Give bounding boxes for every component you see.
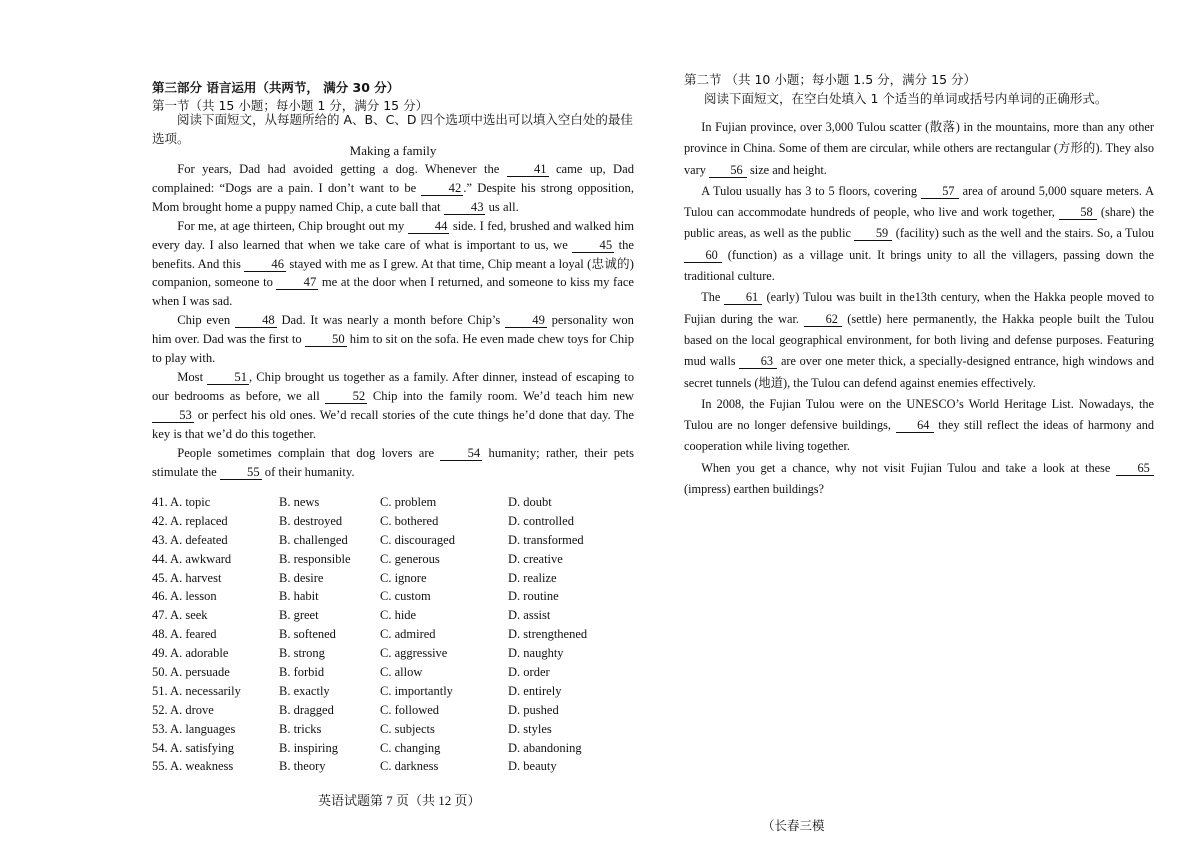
blank-63[interactable]: 63	[739, 355, 777, 369]
option-choice[interactable]: 47. A. seek	[152, 608, 208, 623]
option-choice[interactable]: 48. A. feared	[152, 627, 217, 642]
option-choice[interactable]: D. entirely	[508, 683, 562, 698]
passage-text: personality won him over. Dad was the first to	[152, 313, 634, 347]
page-footer: 英语试题第 7 页（共 12 页）	[318, 793, 481, 808]
option-choice[interactable]: D. naughty	[508, 646, 564, 661]
passage-text: Chip into the family room. We’d teach him new	[367, 388, 635, 403]
blank-64[interactable]: 64	[896, 419, 934, 433]
passage-title: Making a family	[349, 143, 437, 158]
option-choice[interactable]: 42. A. replaced	[152, 513, 228, 528]
passage-text: area of around 5,000 square meters. A Tulou can accommodate hundreds of people, who live and work together,	[684, 183, 1154, 220]
passage-text: Dad. It was nearly a month before Chip’s	[276, 313, 506, 328]
passage-text: (facility) such as the well and the stairs. So, a Tulou	[892, 226, 1154, 241]
passage-text: (impress) earthen buildings?	[684, 482, 825, 497]
option-choice[interactable]: 51. A. necessarily	[152, 683, 241, 698]
option-choice[interactable]: D. strengthened	[508, 627, 588, 642]
passage-text: In Fujian province, over 3,000 Tulou scatter (散落) in the mountains, more than any other province in China. Some of them are circular, while others are rectangular (方形的). They also vary	[684, 120, 1154, 177]
blank-56[interactable]: 56	[709, 164, 747, 178]
option-choice[interactable]: 45. A. harvest	[152, 570, 222, 585]
option-choice[interactable]: C. changing	[380, 740, 441, 755]
blank-49[interactable]: 49	[505, 314, 547, 328]
option-choice[interactable]: 50. A. persuade	[152, 665, 230, 680]
cloze-passage	[152, 160, 634, 481]
blank-48[interactable]: 48	[235, 314, 277, 328]
passage-text: .” Despite his strong opposition, Mom brought home a puppy named Chip, a cute ball that	[152, 180, 635, 214]
instruction-1: 阅读下面短文，从每题所给的 A、B、C、D 四个选项中选出可以填入空白处的最佳选项。	[152, 112, 633, 146]
passage-text: For years, Dad had avoided getting a dog. Whenever the	[177, 162, 507, 176]
blank-45[interactable]: 45	[572, 239, 614, 253]
passage-text: The	[701, 290, 725, 305]
blank-62[interactable]: 62	[804, 313, 842, 327]
option-choice[interactable]: D. abandoning	[508, 740, 582, 755]
left-paragraph	[152, 160, 634, 217]
blank-41[interactable]: 41	[507, 163, 549, 177]
blank-44[interactable]: 44	[408, 220, 450, 234]
passage-text: size and height.	[746, 162, 827, 177]
option-choice[interactable]: C. importantly	[380, 683, 453, 698]
passage-text: humanity; rather, their pets stimulate the	[152, 445, 634, 479]
left-paragraph	[152, 217, 634, 312]
option-choice[interactable]: B. challenged	[279, 532, 348, 547]
option-choice[interactable]: C. bothered	[380, 513, 439, 528]
option-choice[interactable]: C. followed	[380, 702, 440, 717]
blank-57[interactable]: 57	[921, 185, 959, 199]
option-choice[interactable]: C. subjects	[380, 721, 435, 736]
blank-65[interactable]: 65	[1116, 462, 1154, 476]
passage-text: side. I fed, brushed and walked him every day. I also learned that when we take care of what is important to us, we	[152, 218, 634, 252]
option-choice[interactable]: C. allow	[380, 665, 423, 680]
option-choice[interactable]: B. exactly	[279, 683, 330, 698]
option-choice[interactable]: B. tricks	[279, 721, 322, 736]
option-choice[interactable]: 52. A. drove	[152, 702, 214, 717]
option-choice[interactable]: D. styles	[508, 721, 552, 736]
option-choice[interactable]: B. news	[279, 495, 320, 509]
option-choice[interactable]: C. aggressive	[380, 646, 448, 661]
right-paragraph	[684, 394, 1154, 458]
blank-47[interactable]: 47	[276, 276, 318, 290]
passage-text: (share) the public areas, as well as the public	[684, 205, 1154, 241]
blank-43[interactable]: 43	[444, 201, 486, 215]
passage-text: me at the door when I returned, and someone to kiss my face when I was sad.	[152, 275, 634, 309]
blank-42[interactable]: 42	[421, 182, 463, 196]
option-choice[interactable]: B. greet	[279, 608, 319, 623]
option-choice[interactable]: D. order	[508, 665, 550, 680]
passage-text: (settle) here permanently, the Hakka people built the Tulou based on the local geographical environment, for both living and defense purposes. Featuring mud walls	[684, 311, 1154, 369]
option-choice[interactable]: C. problem	[380, 495, 437, 509]
option-choice[interactable]: 54. A. satisfying	[152, 740, 234, 755]
passage-text: , Chip brought us together as a family. After dinner, instead of escaping to our bedrooms as before, we all	[152, 369, 634, 403]
option-choice[interactable]: C. generous	[380, 551, 440, 566]
blank-50[interactable]: 50	[305, 333, 347, 347]
option-choice[interactable]: B. desire	[279, 570, 324, 585]
right-paragraph	[684, 458, 1154, 501]
blank-59[interactable]: 59	[854, 227, 892, 241]
option-choice[interactable]: C. hide	[380, 608, 417, 623]
passage-text: A Tulou usually has 3 to 5 floors, covering	[701, 183, 921, 198]
passage-text: In 2008, the Fujian Tulou were on the UNESCO’s World Heritage List. Nowadays, the Tulou are no longer defensive buildings,	[684, 396, 1154, 433]
section-title: 第三部分 语言运用（共两节， 满分 30 分）	[152, 80, 400, 95]
passage-text: For me, at age thirteen, Chip brought out my	[177, 218, 408, 233]
right-paragraph	[684, 287, 1154, 393]
option-choice[interactable]: D. routine	[508, 589, 559, 604]
option-choice[interactable]: 55. A. weakness	[152, 759, 234, 774]
option-choice[interactable]: B. forbid	[279, 665, 325, 680]
instruction-2: 阅读下面短文，在空白处填入 1 个适当的单词或括号内单词的正确形式。	[704, 91, 1108, 106]
option-choice[interactable]: B. inspiring	[279, 740, 339, 755]
passage-text: the benefits. And this	[152, 237, 634, 271]
option-choice[interactable]: 44. A. awkward	[152, 551, 232, 566]
passage-text: When you get a chance, why not visit Fujian Tulou and take a look at these	[701, 460, 1116, 475]
left-paragraph	[152, 311, 634, 368]
option-choice[interactable]: 41. A. topic	[152, 495, 211, 509]
option-choice[interactable]: C. custom	[380, 589, 431, 604]
option-choice[interactable]: C. admired	[380, 627, 436, 642]
passage-text: (function) as a village unit. It brings unity to all the villagers, passing down the traditional culture.	[684, 247, 1154, 284]
blank-58[interactable]: 58	[1059, 206, 1097, 220]
option-choice[interactable]: C. ignore	[380, 570, 427, 585]
option-choice[interactable]: B. theory	[279, 759, 326, 774]
passage-text: us all.	[485, 199, 519, 214]
option-choice[interactable]: 46. A. lesson	[152, 589, 217, 604]
option-choice[interactable]: D. controlled	[508, 513, 574, 528]
option-choice[interactable]: C. discouraged	[380, 532, 455, 547]
option-choice[interactable]: B. destroyed	[279, 513, 343, 528]
blank-53[interactable]: 53	[152, 409, 194, 423]
blank-54[interactable]: 54	[440, 447, 482, 461]
subsection-title-2: 第二节 （共 10 小题；每小题 1.5 分，满分 15 分）	[684, 72, 977, 87]
option-choice[interactable]: D. transformed	[508, 532, 584, 547]
passage-text: are over one meter thick, a specially-designed entrance, high windows and secret tunnels (地道), the Tulou can defend against enemies effectively.	[684, 354, 1154, 390]
blank-55[interactable]: 55	[220, 466, 262, 480]
option-choice[interactable]: 53. A. languages	[152, 721, 236, 736]
right-paragraph	[684, 117, 1154, 181]
option-choice[interactable]: D. assist	[508, 608, 551, 623]
grammar-passage	[684, 117, 1154, 500]
option-choice[interactable]: D. pushed	[508, 702, 559, 717]
left-paragraph	[152, 444, 634, 482]
passage-text: stayed with me as I grew. At that time, Chip meant a loyal (忠诚的) companion, someone to	[152, 256, 634, 290]
blank-61[interactable]: 61	[724, 291, 762, 305]
option-choice[interactable]: 43. A. defeated	[152, 532, 228, 547]
option-choice[interactable]: D. creative	[508, 551, 563, 566]
passage-text: Chip even	[177, 313, 235, 328]
option-choice[interactable]: B. softened	[279, 627, 336, 642]
blank-46[interactable]: 46	[244, 258, 286, 272]
blank-60[interactable]: 60	[684, 249, 722, 263]
passage-text: or perfect his old ones. We’d recall stories of the cute things he’d done that day. The key is that we’d do this together.	[152, 407, 634, 441]
option-choice[interactable]: D. realize	[508, 570, 557, 585]
passage-text: of their humanity.	[261, 464, 355, 479]
corner-mark: （长春三模	[762, 818, 825, 833]
option-choice[interactable]: C. darkness	[380, 759, 439, 774]
subsection-title-1: 第一节（共 15 小题；每小题 1 分，满分 15 分）	[152, 98, 429, 113]
passage-text: they still reflect the ideas of harmony and cooperation while living together.	[684, 418, 1154, 454]
option-choice[interactable]: B. dragged	[279, 702, 334, 717]
blank-51[interactable]: 51	[207, 371, 249, 385]
option-choice[interactable]: 49. A. adorable	[152, 646, 229, 661]
passage-text: (early) Tulou was built in the13th century, when the Hakka people moved to Fujian during the war.	[684, 290, 1154, 326]
right-paragraph	[684, 181, 1154, 287]
blank-52[interactable]: 52	[325, 390, 367, 404]
passage-text: him to sit on the sofa. He even made chew toys for Chip to play with.	[152, 332, 635, 366]
option-choice[interactable]: D. beauty	[508, 759, 557, 774]
passage-text: Most	[177, 369, 208, 384]
option-choice[interactable]: B. responsible	[279, 551, 351, 566]
passage-text: came up, Dad complained: “Dogs are a pain. I don’t want to be	[152, 162, 635, 195]
option-choice[interactable]: D. doubt	[508, 495, 552, 509]
passage-text: People sometimes complain that dog lovers are	[177, 445, 441, 460]
option-choice[interactable]: B. strong	[279, 646, 325, 661]
left-paragraph	[152, 368, 634, 444]
option-choice[interactable]: B. habit	[279, 589, 319, 604]
